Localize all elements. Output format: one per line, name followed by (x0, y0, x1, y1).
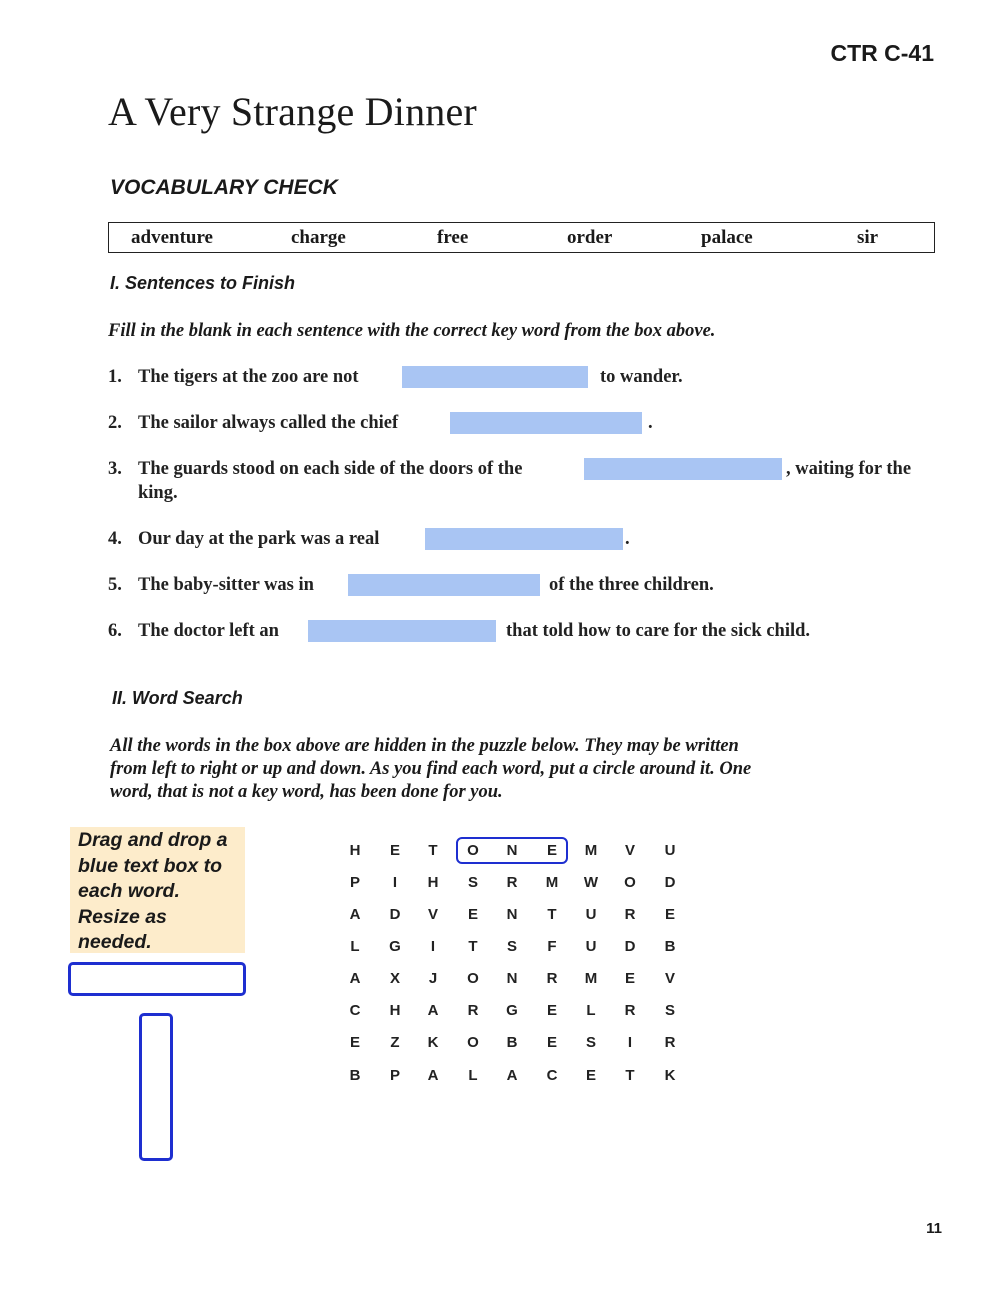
grid-letter: N (506, 906, 518, 923)
answer-blank-4[interactable] (425, 528, 623, 550)
grid-letter: I (627, 1034, 633, 1051)
grid-letter: C (349, 1002, 361, 1019)
grid-letter: E (389, 842, 400, 859)
grid-letter: H (349, 842, 361, 859)
grid-letter: C (546, 1067, 558, 1084)
vocab-word: sir (857, 227, 879, 248)
grid-letter: K (664, 1067, 676, 1084)
grid-letter: M (584, 970, 598, 987)
vocab-word: order (567, 227, 613, 248)
part2-instructions-line-2: from left to right or up and down. As you find each word, put a circle around it. One (110, 759, 752, 779)
grid-letter: D (664, 874, 676, 891)
document-code: CTR C-41 (830, 40, 934, 66)
grid-letter: P (349, 874, 360, 891)
grid-letter: U (664, 842, 676, 859)
sentence-3: 3. The guards stood on each side of the doors of the , waiting for the king. (108, 459, 912, 503)
grid-letter: K (427, 1034, 439, 1051)
grid-letter: D (624, 938, 636, 955)
grid-letter: A (427, 1002, 439, 1019)
part1-heading: I. Sentences to Finish (110, 273, 296, 293)
vocab-word: free (437, 227, 469, 248)
grid-letter: P (389, 1067, 400, 1084)
grid-letter: H (389, 1002, 401, 1019)
answer-blank-3[interactable] (584, 458, 782, 480)
grid-letter: U (585, 906, 597, 923)
grid-letter: A (349, 906, 361, 923)
grid-letter: R (506, 874, 518, 891)
grid-letter: S (467, 874, 478, 891)
grid-letter: I (430, 938, 436, 955)
vocab-word: palace (701, 227, 753, 248)
grid-letter: T (428, 842, 438, 859)
grid-letter: T (547, 906, 557, 923)
grid-letter: J (428, 970, 438, 987)
vocabulary-heading: VOCABULARY CHECK (110, 176, 338, 199)
vertical-draggable-box[interactable] (139, 1013, 173, 1161)
grid-letter: E (546, 1034, 557, 1051)
sentence-4: 4. Our day at the park was a real . (108, 529, 630, 549)
grid-letter: F (547, 938, 557, 955)
grid-letter: R (664, 1034, 676, 1051)
grid-letter: L (468, 1067, 478, 1084)
grid-letter: R (546, 970, 558, 987)
sentence-1: 1. The tigers at the zoo are not to wander. (108, 367, 683, 387)
page-number: 11 (926, 1220, 942, 1237)
drag-drop-instruction-note: Drag and drop a blue text box to each word. Resize as needed. (70, 827, 245, 953)
grid-letter: R (624, 906, 636, 923)
grid-letter: E (624, 970, 635, 987)
grid-letter: O (624, 874, 636, 891)
answer-blank-2[interactable] (450, 412, 642, 434)
grid-letter: D (389, 906, 401, 923)
grid-letter: H (427, 874, 439, 891)
grid-letter: O (467, 970, 479, 987)
grid-letter: N (506, 970, 518, 987)
vocab-word: charge (291, 227, 346, 248)
grid-letter: Z (390, 1034, 400, 1051)
grid-letter: S (664, 1002, 675, 1019)
grid-letter: O (467, 1034, 479, 1051)
grid-letter: U (585, 938, 597, 955)
grid-letter: A (427, 1067, 439, 1084)
grid-letter: R (467, 1002, 479, 1019)
grid-letter: T (625, 1067, 635, 1084)
answer-blank-1[interactable] (402, 366, 588, 388)
page-title: A Very Strange Dinner (108, 89, 477, 134)
grid-letter: V (427, 906, 438, 923)
grid-letter: E (546, 842, 557, 859)
sentence-2: 2. The sailor always called the chief . (108, 413, 653, 433)
grid-letter: B (664, 938, 676, 955)
grid-letter: M (584, 842, 598, 859)
part2-instructions-line-1: All the words in the box above are hidden in the puzzle below. They may be written (110, 736, 739, 756)
answer-blank-5[interactable] (348, 574, 540, 596)
part1-instructions: Fill in the blank in each sentence with the correct key word from the box above. (108, 321, 716, 341)
grid-letter: V (664, 970, 675, 987)
grid-letter: X (389, 970, 400, 987)
grid-letter: G (389, 938, 401, 955)
grid-letter: S (585, 1034, 596, 1051)
vocabulary-word-box (108, 222, 935, 253)
grid-letter: S (506, 938, 517, 955)
sentence-5: 5. The baby-sitter was in of the three children. (108, 575, 714, 595)
grid-letter: L (350, 938, 360, 955)
grid-letter: V (624, 842, 635, 859)
sentence-6: 6. The doctor left an that told how to care for the sick child. (108, 621, 811, 641)
grid-letter: E (467, 906, 478, 923)
grid-letter: G (506, 1002, 518, 1019)
grid-letter: E (546, 1002, 557, 1019)
grid-letter: O (467, 842, 479, 859)
grid-letter: R (624, 1002, 636, 1019)
grid-letter: L (586, 1002, 596, 1019)
grid-letter: T (468, 938, 478, 955)
horizontal-draggable-box[interactable] (68, 962, 246, 996)
grid-letter: A (506, 1067, 518, 1084)
vocab-word: adventure (131, 227, 213, 248)
grid-letter: W (583, 874, 599, 891)
part2-heading: II. Word Search (112, 688, 243, 708)
part2-instructions-line-3: word, that is not a key word, has been done for you. (110, 782, 503, 802)
answer-blank-6[interactable] (308, 620, 496, 642)
grid-letter: B (349, 1067, 361, 1084)
grid-letter: E (585, 1067, 596, 1084)
grid-letter: E (664, 906, 675, 923)
grid-letter: E (349, 1034, 360, 1051)
grid-letter: M (545, 874, 559, 891)
grid-letter: I (392, 874, 398, 891)
grid-letter: B (506, 1034, 518, 1051)
grid-letter: N (506, 842, 518, 859)
grid-letter: A (349, 970, 361, 987)
example-word-circle (456, 837, 568, 864)
